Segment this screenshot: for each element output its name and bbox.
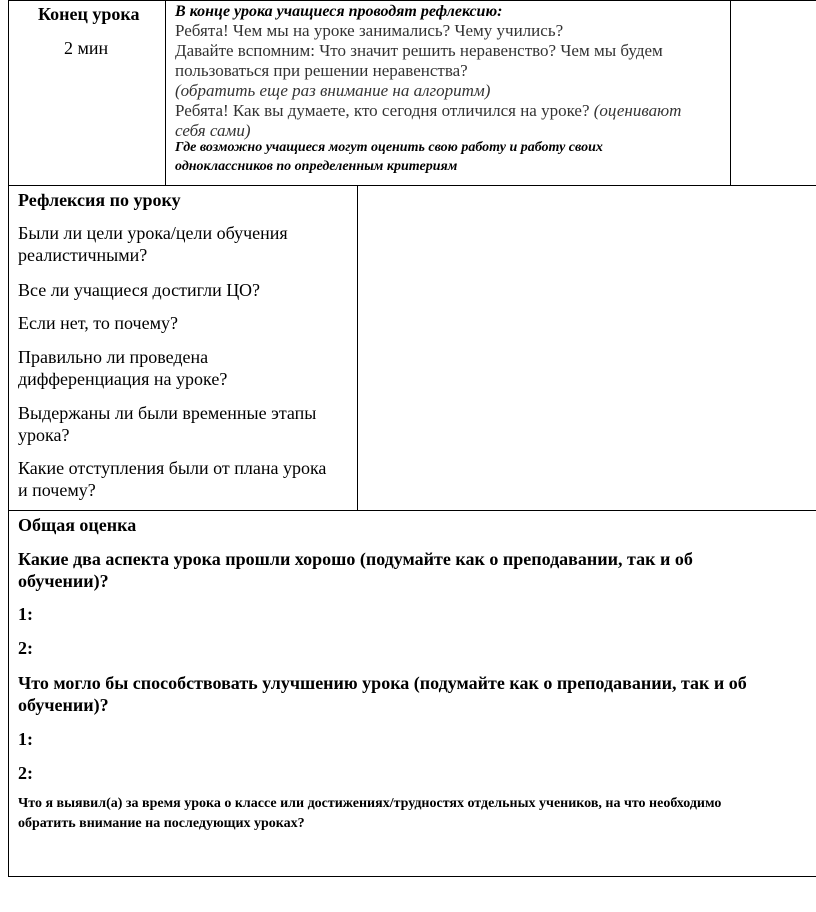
stage-line-2: Давайте вспомним: Что значит решить неравенство? Чем мы будем	[175, 41, 663, 60]
table-left-border	[8, 0, 9, 877]
reflection-q6-a: Какие отступления были от плана урока	[18, 458, 327, 478]
overall-improve-question-b: обучении)?	[18, 695, 109, 715]
overall-improve-question-a: Что могло бы способствовать улучшению урока (подумайте как о преподавании, так и об	[18, 673, 747, 693]
overall-good-question-b: обучении)?	[18, 571, 109, 591]
overall-improve-2: 2:	[18, 763, 33, 783]
overall-good-question-a: Какие два аспекта урока прошли хорошо (подумайте как о преподавании, так и об	[18, 549, 693, 569]
overall-learned-question-b: обратить внимание на последующих уроках?	[18, 816, 305, 831]
stage-title: Конец урока	[38, 4, 140, 24]
stage-line-5-text: Ребята! Как вы думаете, кто сегодня отличился на уроке?	[175, 101, 590, 120]
reflection-title: Рефлексия по уроку	[18, 190, 181, 210]
stage-line-3: пользоваться при решении неравенства?	[175, 61, 468, 80]
row1-bottom-border	[8, 185, 816, 186]
overall-good-1: 1:	[18, 604, 33, 624]
reflection-q5-b: урока?	[18, 425, 70, 445]
reflection-q6-b: и почему?	[18, 480, 96, 500]
row1-col1-divider	[165, 0, 166, 186]
stage-duration: 2 мин	[64, 38, 109, 58]
stage-line-5	[175, 100, 681, 121]
row2-bottom-border	[8, 510, 816, 511]
stage-line-1: Ребята! Чем мы на уроке занимались? Чему учились?	[175, 21, 564, 40]
table-bottom-border	[8, 876, 816, 877]
stage-intro: В конце урока учащиеся проводят рефлексию:	[175, 3, 503, 20]
reflection-q1-b: реалистичными?	[18, 245, 148, 265]
reflection-q5-a: Выдержаны ли были временные этапы	[18, 403, 317, 423]
stage-line-4: (обратить еще раз внимание на алгоритм)	[175, 81, 491, 100]
row1-col2-divider	[730, 0, 731, 186]
reflection-q4-b: дифференциация на уроке?	[18, 369, 228, 389]
stage-line-6: себя сами)	[175, 121, 251, 140]
reflection-q3: Если нет, то почему?	[18, 313, 178, 333]
row2-col-divider	[357, 185, 358, 511]
reflection-q2: Все ли учащиеся достигли ЦО?	[18, 280, 260, 300]
stage-note-2: одноклассников по определенным критериям	[175, 159, 458, 174]
table-top-border	[8, 0, 816, 1]
reflection-q4-a: Правильно ли проведена	[18, 347, 209, 367]
stage-line-5-italic: (оценивают	[593, 101, 682, 120]
overall-improve-1: 1:	[18, 729, 33, 749]
overall-learned-question-a: Что я выявил(а) за время урока о классе или достижениях/трудностях отдельных учеников, на что необходимо	[18, 796, 722, 811]
stage-note-1: Где возможно учащиеся могут оценить свою работу и работу своих	[175, 140, 603, 155]
overall-title: Общая оценка	[18, 515, 137, 535]
overall-good-2: 2:	[18, 638, 33, 658]
reflection-q1-a: Были ли цели урока/цели обучения	[18, 223, 288, 243]
